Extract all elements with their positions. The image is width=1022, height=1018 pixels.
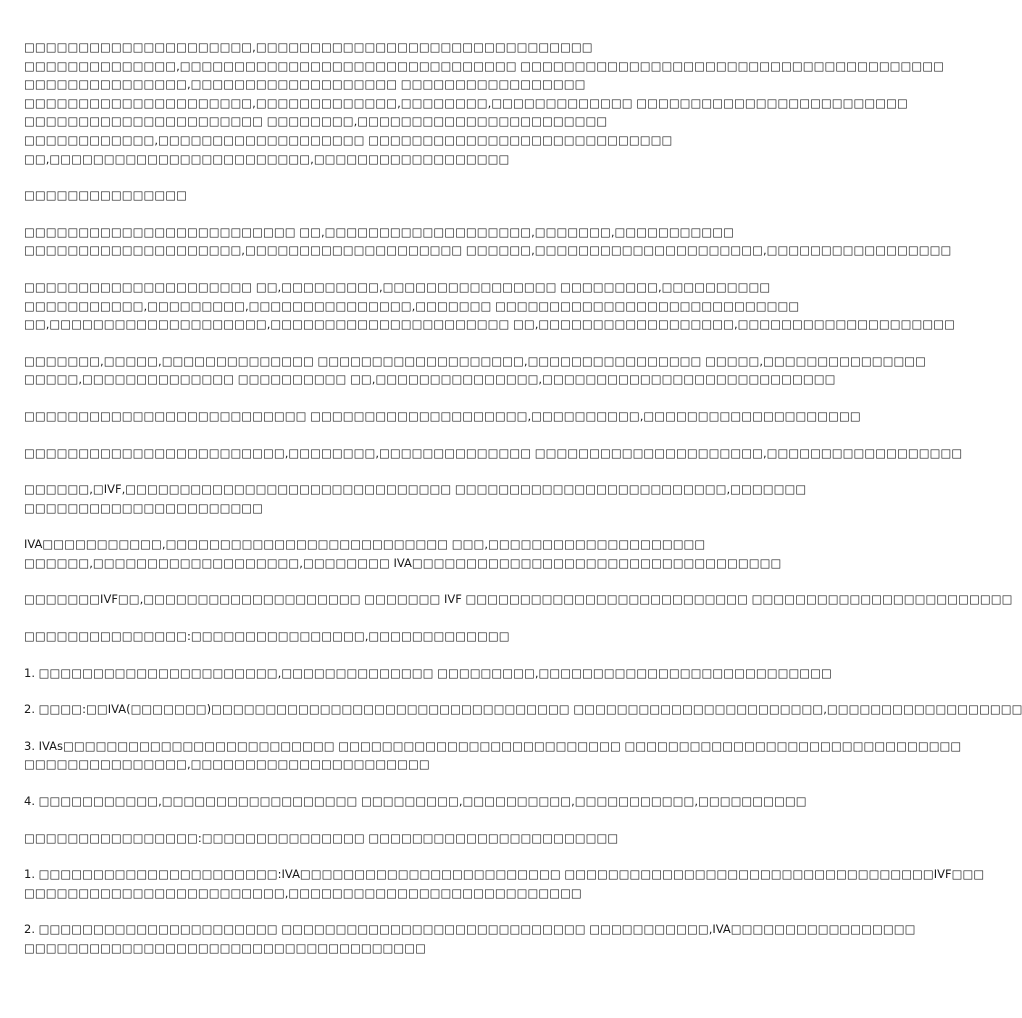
paragraph xyxy=(24,627,698,646)
paragraph xyxy=(24,792,807,811)
text-line: □□□□□□□□□□□□□□□□□□□□□□□□□□□□□□□□□□□□□ xyxy=(24,941,427,955)
paragraph xyxy=(24,700,1022,719)
text-line: □□□□□□□□□□□□□□□□□□□□□□ □□□□□□□□,□□□□□□□□□□□□□□□□□□□□□□□ xyxy=(24,114,608,129)
paragraph xyxy=(24,920,916,957)
text-line: □□□□□□,□□□□□□□□□□□□□□□□□□□,□□□□□□□□ IVA□□□□□□□□□□□□□□□□□□□□□□□□□□□□□□□□□□ xyxy=(24,555,782,570)
paragraph xyxy=(24,352,927,389)
text-line: □□,□□□□□□□□□□□□□□□□□□□□□□□□,□□□□□□□□□□□□□□□□□□ xyxy=(24,151,510,166)
paragraph xyxy=(24,407,861,426)
text-line: □□□□□□□□□□□□□□□,□□□□□□□□□□□□□□□□□□□□□□ xyxy=(24,757,430,772)
paragraph xyxy=(24,865,985,902)
paragraph xyxy=(24,535,782,572)
text-line: □□□□□□□□□□□□□□□□:□□□□□□□□□□□□□□□ □□□□□□□□□□□□□□□□□□□□□□□ xyxy=(24,830,619,845)
paragraph xyxy=(24,590,1013,609)
text-line: □□□□□□□□□□□□□□□□□□□□□□□□□ □□,□□□□□□□□□□□□□□□□□□□,□□□□□□□,□□□□□□□□□□□ xyxy=(24,224,735,239)
text-line: □□□□□□□□□□□,□□□□□□□□□,□□□□□□□□□□□□□□□,□□□□□□□ □□□□□□□□□□□□□□□□□□□□□□□□□□□□ xyxy=(24,298,800,313)
text-line: □□□□□□□IVF□□,□□□□□□□□□□□□□□□□□□□□ □□□□□□□ IVF □□□□□□□□□□□□□□□□□□□□□□□□□□ □□□□□□□□□□□□□□□□□□□□□□□□ xyxy=(24,592,1013,607)
text-line: 2. □□□□:□□IVA(□□□□□□□)□□□□□□□□□□□□□□□□□□□□□□□□□□□□□□□□□ □□□□□□□□□□□□□□□□□□□□□□□,□□□□□□□□□□□□□□□□□□ xyxy=(24,702,1022,717)
text-line: □□□□□□□□□□□□□□□□□□□□□□ xyxy=(24,500,264,515)
text-line: □□□□□□□□□□□□□□,□□□□□□□□□□□□□□□□□□□□□□□□□□□□□□□ □□□□□□□□□□□□□□□□□□□□□□□□□□□□□□□□□□□□□□□ xyxy=(24,58,945,73)
text-line: □□□□□,□□□□□□□□□□□□□□ □□□□□□□□□□ □□,□□□□□□□□□□□□□□□,□□□□□□□□□□□□□□□□□□□□□□□□□□□ xyxy=(24,372,836,387)
text-line: □□□□□□□□□□□□□□□□□□□□□ □□,□□□□□□□□□,□□□□□□□□□□□□□□□□ □□□□□□□□□,□□□□□□□□□□ xyxy=(24,279,771,294)
paragraph xyxy=(24,829,698,848)
text-line: 3. IVAs□□□□□□□□□□□□□□□□□□□□□□□□□ □□□□□□□□□□□□□□□□□□□□□□□□□□ □□□□□□□□□□□□□□□□□□□□□□□□□□□□□□□ xyxy=(24,738,962,753)
text-line: □□□□□□□□□□□□□□□□□□□□□□□□□□ □□□□□□□□□□□□□□□□□□□□,□□□□□□□□□□,□□□□□□□□□□□□□□□□□□□□ xyxy=(24,408,861,423)
text-line: □□□□□□□□□□□□□□□,□□□□□□□□□□□□□□□□□□□ □□□□□□□□□□□□□□□□□ xyxy=(24,77,586,92)
text-line: □□□□□□□,□□□□□,□□□□□□□□□□□□□□ □□□□□□□□□□□□□□□□□□□,□□□□□□□□□□□□□□□□ □□□□□,□□□□□□□□□□□□□□□ xyxy=(24,353,927,368)
paragraph xyxy=(24,38,945,168)
paragraph xyxy=(24,186,698,205)
text-line: □□□□□□,□IVF,□□□□□□□□□□□□□□□□□□□□□□□□□□□□□□ □□□□□□□□□□□□□□□□□□□□□□□□□,□□□□□□□ xyxy=(24,482,807,497)
text-line: □□□□□□□□□□□□□□□□□□□□□□□□,□□□□□□□□,□□□□□□□□□□□□□□ □□□□□□□□□□□□□□□□□□□□□,□□□□□□□□□□□□□□□□□□ xyxy=(24,445,963,460)
text-line: □□□□□□□□□□□□□□□□□□□□□,□□□□□□□□□□□□□□□□□□□□□□□□□□□□□□□ xyxy=(24,40,593,54)
text-line: □□,□□□□□□□□□□□□□□□□□□□□,□□□□□□□□□□□□□□□□□□□□□□ □□,□□□□□□□□□□□□□□□□□□,□□□□□□□□□□□□□□□□□□□□ xyxy=(24,317,955,332)
text-line: □□□□□□□□□□□□,□□□□□□□□□□□□□□□□□□□ □□□□□□□□□□□□□□□□□□□□□□□□□□□□ xyxy=(24,132,673,147)
text-line: 1. □□□□□□□□□□□□□□□□□□□□□□,□□□□□□□□□□□□□□ □□□□□□□□□,□□□□□□□□□□□□□□□□□□□□□□□□□□□ xyxy=(24,665,832,680)
paragraph xyxy=(24,737,962,774)
text-line: □□□□□□□□□□□□□□□□□□□□□,□□□□□□□□□□□□□,□□□□□□□□,□□□□□□□□□□□□□ □□□□□□□□□□□□□□□□□□□□□□□□□ xyxy=(24,95,908,110)
text-line: □□□□□□□□□□□□□□□ xyxy=(24,188,187,203)
paragraph xyxy=(24,664,832,683)
text-line: 4. □□□□□□□□□□□,□□□□□□□□□□□□□□□□□□ □□□□□□□□□,□□□□□□□□□□,□□□□□□□□□□□,□□□□□□□□□□ xyxy=(24,794,807,809)
text-line: □□□□□□□□□□□□□□□□□□□□,□□□□□□□□□□□□□□□□□□□□ □□□□□□,□□□□□□□□□□□□□□□□□□□□□,□□□□□□□□□□□□□□□□□ xyxy=(24,243,952,258)
paragraph xyxy=(24,444,963,463)
paragraph xyxy=(24,480,807,517)
text-line: □□□□□□□□□□□□□□□:□□□□□□□□□□□□□□□□,□□□□□□□□□□□□□ xyxy=(24,629,510,644)
paragraph xyxy=(24,278,955,334)
text-line: □□□□□□□□□□□□□□□□□□□□□□□□,□□□□□□□□□□□□□□□□□□□□□□□□□□□ xyxy=(24,885,582,900)
text-line: IVA□□□□□□□□□□□,□□□□□□□□□□□□□□□□□□□□□□□□□□ □□□,□□□□□□□□□□□□□□□□□□□□ xyxy=(24,537,706,552)
paragraph xyxy=(24,223,952,260)
text-line: 2. □□□□□□□□□□□□□□□□□□□□□□ □□□□□□□□□□□□□□□□□□□□□□□□□□□□ □□□□□□□□□□□,IVA□□□□□□□□□□□□□□□□□ xyxy=(24,922,916,937)
text-line: 1. □□□□□□□□□□□□□□□□□□□□□□:IVA□□□□□□□□□□□□□□□□□□□□□□□□ □□□□□□□□□□□□□□□□□□□□□□□□□□□□□□□□□□IVF□□□ xyxy=(24,867,985,882)
